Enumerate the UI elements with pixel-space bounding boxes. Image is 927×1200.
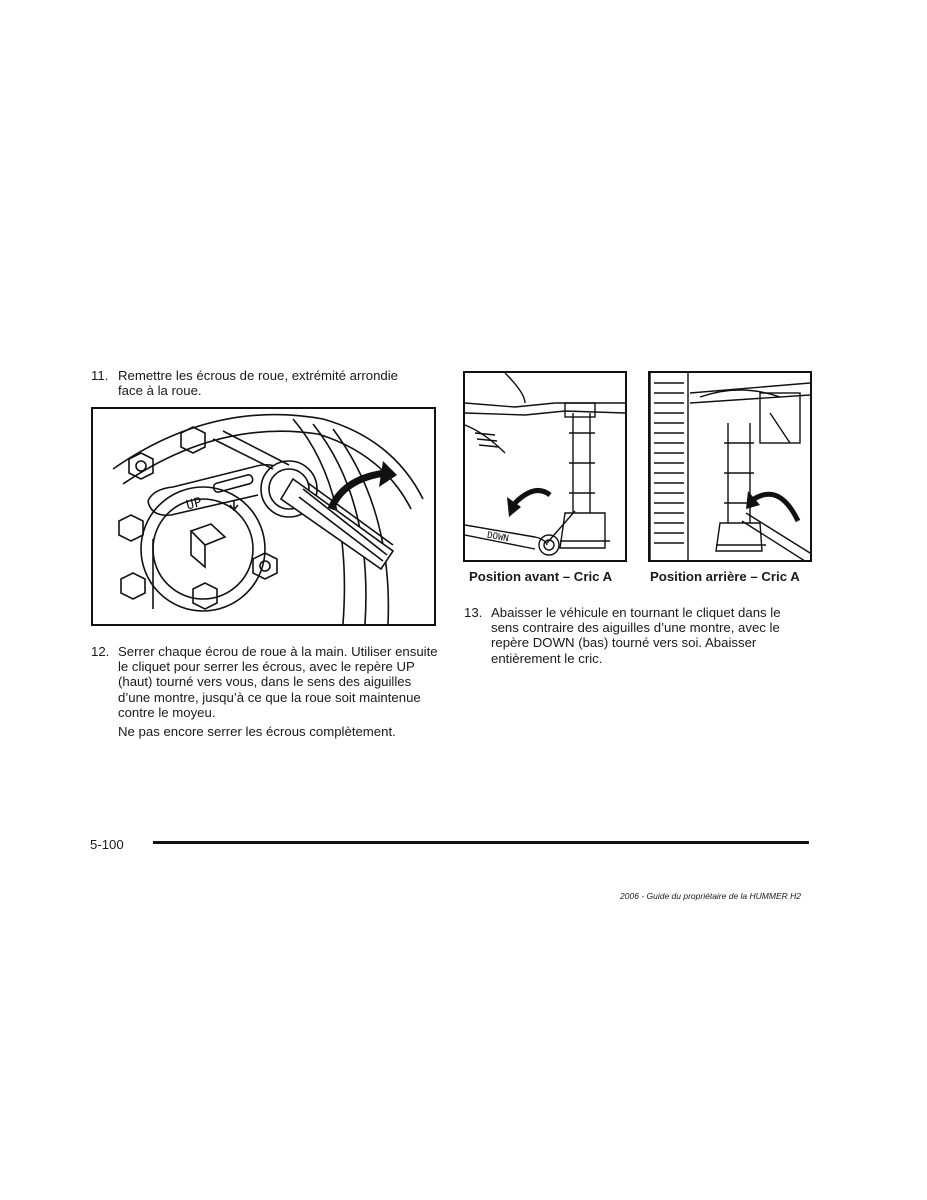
figure-caption-rear: Position arrière – Cric A: [650, 569, 800, 584]
jack-rear-illustration: [648, 371, 812, 562]
step-number: 12.: [91, 644, 110, 659]
jack-front-drawing: [465, 373, 625, 560]
wheel-nut-ratchet-illustration: [91, 407, 436, 626]
jack-rear-drawing: [650, 373, 810, 560]
figure-caption-front: Position avant – Cric A: [469, 569, 613, 584]
step-number: 13.: [464, 605, 483, 620]
wheel-drawing: [93, 409, 434, 624]
step-text: Abaisser le véhicule en tournant le cliquet dans le sens contraire des aiguilles d’une montre, avec le repère DOWN (bas) tourné vers soi. Abaisser entièrement le cric.: [491, 605, 781, 666]
step-text: Remettre les écrous de roue, extrémité arrondie face à la roue.: [118, 368, 398, 399]
step-number: 11.: [91, 368, 109, 383]
guide-title: 2006 - Guide du propriétaire de la HUMMER H2: [620, 891, 801, 901]
page-number: 5-100: [90, 837, 124, 852]
jack-front-illustration: [463, 371, 627, 562]
footer-rule: [153, 841, 809, 844]
up-mark-label: UP: [184, 495, 204, 514]
caution-note: Ne pas encore serrer les écrous complètement.: [118, 724, 396, 739]
down-mark-label: DOWN: [486, 530, 510, 545]
step-text: Serrer chaque écrou de roue à la main. Utiliser ensuite le cliquet pour serrer les écrous, avec le repère UP (haut) tourné vers vous, dans le sens des aiguilles d’une montre, jusqu’à ce que la roue soit maintenue contre le moyeu.: [118, 644, 438, 720]
